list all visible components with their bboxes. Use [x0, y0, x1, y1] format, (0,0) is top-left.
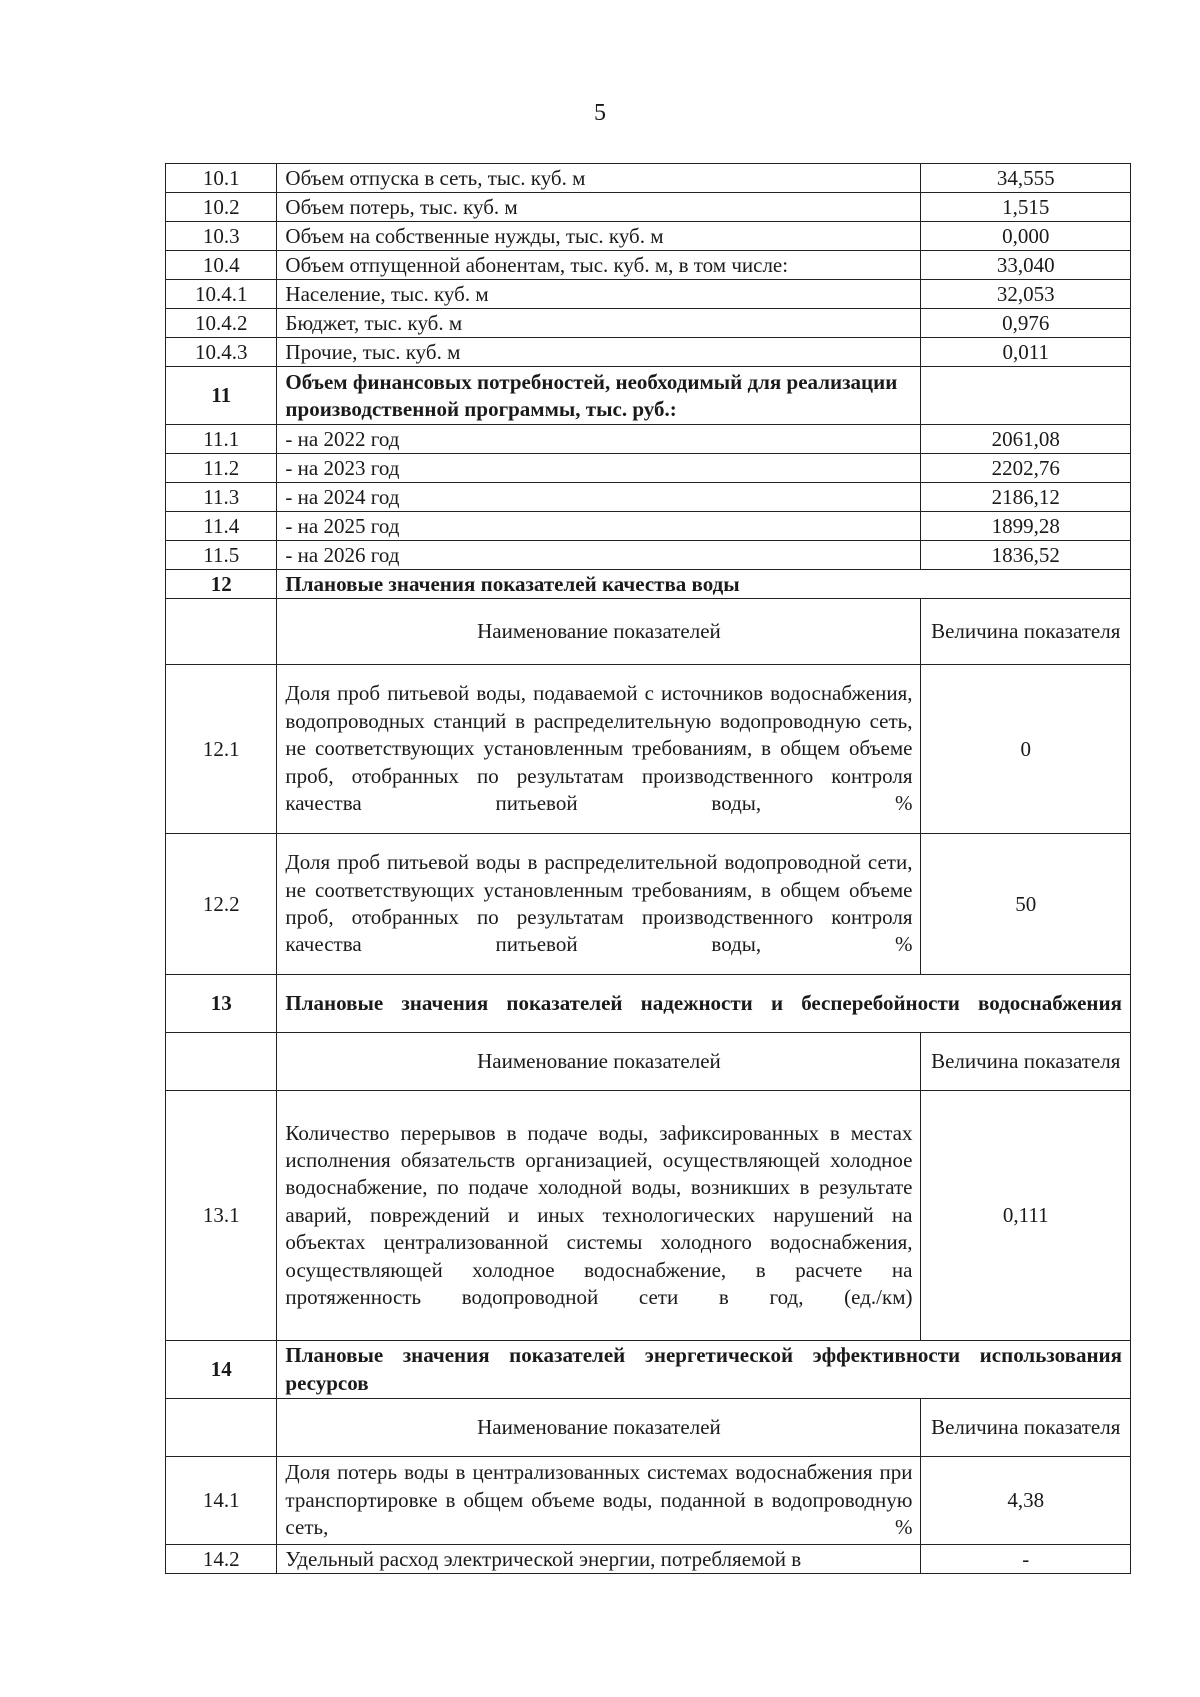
row-text: Население, тыс. куб. м	[277, 280, 921, 309]
name-column-header: Наименование показателей	[277, 599, 921, 665]
table-row	[166, 665, 1131, 834]
row-value: 4,38	[921, 1457, 1131, 1545]
column-header-row	[166, 1399, 1131, 1457]
row-value: 1836,52	[921, 541, 1131, 570]
row-text: - на 2024 год	[277, 483, 921, 512]
row-number: 10.2	[166, 193, 277, 222]
column-header-row	[166, 599, 1131, 665]
row-value: 2202,76	[921, 454, 1131, 483]
row-value: 2186,12	[921, 483, 1131, 512]
row-text: - на 2023 год	[277, 454, 921, 483]
row-number: 11.1	[166, 425, 277, 454]
section-13-header	[166, 975, 1131, 1033]
row-number: 12.1	[166, 665, 277, 834]
row-value: 0,111	[921, 1091, 1131, 1341]
row-text: Доля потерь воды в централизованных системах водоснабжения при транспортировке в общем объеме воды, поданной в водопроводную сеть, %	[277, 1457, 921, 1545]
row-text: Объем отпущенной абонентам, тыс. куб. м, в том числе:	[277, 251, 921, 280]
row-number: 12.2	[166, 834, 277, 975]
section-14-header	[166, 1341, 1131, 1399]
header-empty-cell	[166, 1033, 277, 1091]
section-11-header	[166, 367, 1131, 425]
section-empty-cell	[921, 367, 1131, 425]
row-text: - на 2022 год	[277, 425, 921, 454]
table-row	[166, 193, 1131, 222]
name-column-header: Наименование показателей	[277, 1033, 921, 1091]
section-number: 12	[166, 570, 277, 599]
table-row	[166, 309, 1131, 338]
row-number: 11.3	[166, 483, 277, 512]
table-row	[166, 1457, 1131, 1545]
section-number: 11	[166, 367, 277, 425]
table-row	[166, 1091, 1131, 1341]
row-text: Прочие, тыс. куб. м	[277, 338, 921, 367]
row-value: 0	[921, 665, 1131, 834]
row-number: 11.2	[166, 454, 277, 483]
row-value: 1899,28	[921, 512, 1131, 541]
table-row	[166, 834, 1131, 975]
name-column-header: Наименование показателей	[277, 1399, 921, 1457]
section-number: 13	[166, 975, 277, 1033]
row-text: Количество перерывов в подаче воды, зафиксированных в местах исполнения обязательств организацией, осуществляющей холодное водоснабжение, по подаче холодной воды, возникших в результате аварий, повреждений и иных технологических нарушений на объектах централизованной системы холодного водоснабжения, осуществляющей холодное водоснабжение, в расчете на протяженность водопроводной сети в год, (ед./км)	[277, 1091, 921, 1341]
row-text: Удельный расход электрической энергии, потребляемой в	[277, 1545, 921, 1574]
row-text: - на 2025 год	[277, 512, 921, 541]
table-row	[166, 280, 1131, 309]
row-value: 0,011	[921, 338, 1131, 367]
row-number: 10.3	[166, 222, 277, 251]
value-column-header: Величина показателя	[921, 1399, 1131, 1457]
row-number: 10.1	[166, 164, 277, 193]
row-text: Объем на собственные нужды, тыс. куб. м	[277, 222, 921, 251]
section-title: Объем финансовых потребностей, необходимый для реализации производственной программы, тыс. руб.:	[277, 367, 921, 425]
row-value: 32,053	[921, 280, 1131, 309]
section-title: Плановые значения показателей энергетической эффективности использования ресурсов	[277, 1341, 1131, 1399]
row-text: Объем отпуска в сеть, тыс. куб. м	[277, 164, 921, 193]
row-text: - на 2026 год	[277, 541, 921, 570]
table-row	[166, 338, 1131, 367]
row-number: 10.4	[166, 251, 277, 280]
table-row	[166, 164, 1131, 193]
row-value: 33,040	[921, 251, 1131, 280]
row-number: 10.4.2	[166, 309, 277, 338]
header-empty-cell	[166, 1399, 277, 1457]
section-title: Плановые значения показателей надежности и бесперебойности водоснабжения	[277, 975, 1131, 1033]
table-row	[166, 222, 1131, 251]
section-title: Плановые значения показателей качества воды	[277, 570, 1131, 599]
value-column-header: Величина показателя	[921, 1033, 1131, 1091]
table-row	[166, 425, 1131, 454]
table-row	[166, 454, 1131, 483]
row-value: 2061,08	[921, 425, 1131, 454]
section-12-header	[166, 570, 1131, 599]
row-value: 0,000	[921, 222, 1131, 251]
row-number: 11.5	[166, 541, 277, 570]
column-header-row	[166, 1033, 1131, 1091]
table-row	[166, 512, 1131, 541]
row-text: Доля проб питьевой воды в распределительной водопроводной сети, не соответствующих установленным требованиям, в общем объеме проб, отобранных по результатам производственного контроля качества питьевой воды, %	[277, 834, 921, 975]
row-value: 34,555	[921, 164, 1131, 193]
row-number: 10.4.1	[166, 280, 277, 309]
table-row	[166, 251, 1131, 280]
row-value: 50	[921, 834, 1131, 975]
page-number: 5	[594, 100, 606, 126]
row-value: -	[921, 1545, 1131, 1574]
row-text: Объем потерь, тыс. куб. м	[277, 193, 921, 222]
row-number: 11.4	[166, 512, 277, 541]
header-empty-cell	[166, 599, 277, 665]
row-number: 10.4.3	[166, 338, 277, 367]
table-row	[166, 541, 1131, 570]
table-row	[166, 483, 1131, 512]
row-number: 13.1	[166, 1091, 277, 1341]
row-value: 1,515	[921, 193, 1131, 222]
section-number: 14	[166, 1341, 277, 1399]
row-text: Доля проб питьевой воды, подаваемой с источников водоснабжения, водопроводных станций в распределительную водопроводную сеть, не соответствующих установленным требованиям, в общем объеме проб, отобранных по результатам производственного контроля качества питьевой воды, %	[277, 665, 921, 834]
table-row	[166, 1545, 1131, 1574]
row-number: 14.2	[166, 1545, 277, 1574]
value-column-header: Величина показателя	[921, 599, 1131, 665]
row-value: 0,976	[921, 309, 1131, 338]
row-text: Бюджет, тыс. куб. м	[277, 309, 921, 338]
program-table	[165, 163, 1131, 1574]
row-number: 14.1	[166, 1457, 277, 1545]
